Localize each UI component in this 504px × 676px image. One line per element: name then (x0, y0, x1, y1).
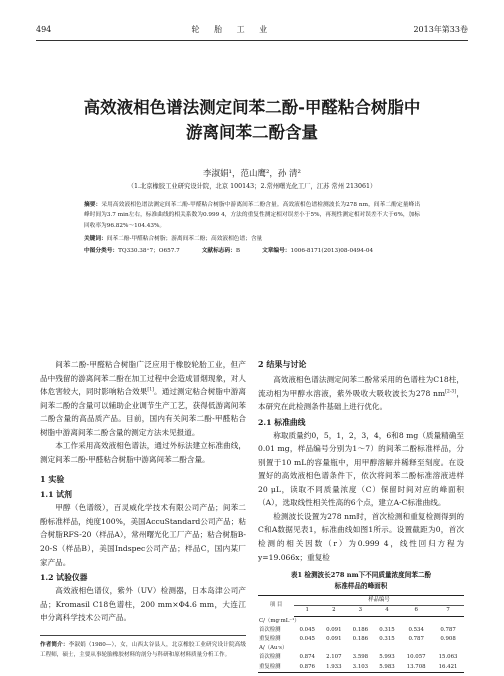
results-paragraph: 高效液相色谱法测定间苯二酚常采用的色谱柱为C18柱，流动相为甲醇水溶液，紫外吸收大吸收波长为278 nm[2-3]，本研究在此检测条件基础上进行优化。 (258, 375, 465, 412)
subsection-heading-reagents: 1.1 试剂 (40, 490, 72, 500)
table-header-sample-id: 4 (374, 606, 401, 616)
table-cell: 2.107 (326, 654, 342, 661)
table-caption: 表1 检测波长278 nm下不同质量浓度间苯二酚 标准样品的峰面积 (290, 571, 432, 591)
issue-info: 2013年第33卷 (413, 24, 468, 34)
table-row-label: A/（Au·s） (259, 645, 288, 652)
right-column (258, 358, 464, 673)
table-header-sample-id: 2 (321, 606, 348, 616)
standard-curve-paragraph-1: 称取质量约0，5，1，2，3，4，6和8 mg（质量精确至0.01 mg，样品编号分别为1～7）的间苯二酚标准样品，分别置于10 mL的容量瓶中，用甲醇溶解并稀释至刻度。在设置好的高效液相色谱条件下，依次将间苯二酚标准溶液进样20 μL，读取不同质量浓度（C）保留时间对应的峰面积（A），选取线性相关性高的6个点，建立A-C标准曲线。 (258, 430, 464, 508)
citation-ref: [2-3] (445, 389, 457, 395)
table-cell: 0.787 (408, 635, 424, 642)
intro-paragraph-2: 本工作采用高效液相色谱法，通过外标法建立标准曲线，测定间苯二酚-甲醛粘合树脂中游离间苯二酚含量。 (40, 441, 246, 464)
table-header-sample-group: 样品编号 (294, 596, 464, 606)
table-row (258, 644, 464, 653)
table-cell: 0.091 (326, 635, 342, 642)
instruments-paragraph: 高效液相色谱仪，紫外（UV）检测器，日本岛津公司产品；Kromasil C18色谱柱，200 mm×Φ4.6 mm，大连江申分离科学技术公司产品。 (40, 586, 246, 623)
author-footnote: 作者简介：李淑娟（1980—），女，山西太谷县人，北京橡胶工业研究设计院高级工程师，硕士，主要从事轮胎橡胶材料的剖分与科研和原材料质量分析工作。 (40, 635, 246, 660)
article-number: 文章编号：1006-8171(2013)08-0494-04 (262, 247, 374, 254)
standard-curve-paragraph-2: 检测波长设置为278 nm时，首次检测和重复检测得到的C和A数据见表1，标准曲线如图1所示。设置截距为0，首次检测的相关因数（r）为0.999 4，线性回归方程为y=19.066x；重复检 (258, 511, 464, 562)
title-line-1: 高效液相色谱法测定间苯二酚-甲醛粘合树脂中 (83, 98, 421, 117)
table-header-project: 项 目 (258, 596, 294, 616)
table-cell: 10.057 (406, 654, 426, 661)
table-cell: 0.045 (299, 626, 315, 633)
table-row: 重复检测 0.876 1.933 3.103 5.983 13.708 16.421 (258, 663, 464, 673)
table-row (258, 616, 464, 626)
table-cell: 5.993 (379, 654, 395, 661)
table-row: 首次检测 0.045 0.091 0.186 0.315 0.534 0.787 (258, 626, 464, 635)
table-cell: 0.908 (440, 635, 456, 642)
page-number: 494 (36, 24, 52, 34)
keywords: 关键词：间苯二酚-甲醛粘合树脂；游离间苯二酚；高效液相色谱；含量 (84, 236, 263, 243)
intro-paragraph-1: 间苯二酚-甲醛粘合树脂广泛应用于橡胶轮胎工业，但产品中残留的游离间苯二酚在加工过程中会造成冒烟现象，对人体危害较大，同时影响粘合效果[1]。通过测定粘合树脂中游离间苯二酚的含量可以辅助企业调节生产工艺，获得低游离间苯二酚含量的高品质产品。目前，国内有关间苯二酚-甲醛粘合树脂中游离间苯二酚含量的测定方法未见报道。 (40, 360, 247, 437)
left-column (40, 358, 246, 660)
paper-title (40, 95, 464, 145)
abstract-text: 摘要：采用高效液相色谱法测定间苯二酚-甲醛粘合树脂中游离间苯二酚含量。高效液相色谱检测波长为278 nm，间苯二酚定量峰出峰时间为3.7 min左右，标准曲线的相关系数为0.999 4，方法的重复性测定相对误差小于5%，再现性测定相对误差不大于6%，加标回收率为96.82%～104.43%。 (84, 202, 421, 229)
table-cell: 13.708 (400, 663, 432, 673)
table-cell: 0.091 (326, 626, 342, 633)
author-list: 李淑娟¹，范山鹰²，孙 清² (203, 169, 301, 179)
table-cell: 1.933 (321, 663, 348, 673)
table-cell: 0.186 (352, 626, 369, 633)
affiliation: （1.北京橡胶工业研究设计院，北京 100143；2.常州曙光化工厂，江苏 常州 213061） (127, 183, 377, 190)
classification-line (84, 246, 420, 256)
abstract-block (84, 200, 420, 256)
subsection-heading-instruments: 1.2 试验仪器 (40, 573, 88, 583)
section-heading-results: 2 结果与讨论 (258, 359, 307, 369)
table-cell: 0.315 (379, 635, 395, 642)
table-cell: 16.421 (432, 663, 464, 673)
peak-area-table (258, 595, 464, 673)
reagents-paragraph: 甲醇（色谱级），百灵威化学技术有限公司产品；间苯二酚标准样品，纯度100%，美国AccuStandard公司产品；粘合树脂RFS-20（样品A），常州曙光化工厂产品；粘合树脂B-20-S（样品B），美国Indspec公司产品；样品C，国内某厂家产品。 (40, 503, 246, 567)
journal-name: 轮 胎 工 业 (191, 24, 274, 34)
section-heading-experiment: 1 实验 (40, 474, 65, 485)
table-cell: 0.534 (408, 626, 424, 633)
table-header-sample-id: 6 (400, 606, 432, 616)
clc-number: 中图分类号：TQ330.38⁺7；O657.7 (84, 247, 180, 254)
table-row: 重复检测 0.045 0.091 0.186 0.315 0.787 0.908 (258, 635, 464, 644)
document-code: 文献标志码：B (201, 247, 241, 254)
citation-ref: [1] (147, 387, 154, 393)
table-cell: 15.063 (438, 654, 458, 661)
table-cell: 0.876 (294, 663, 321, 673)
table-row: 首次检测 0.874 2.107 3.598 5.993 10.057 15.063 (258, 653, 464, 662)
table-header-sample-id: 3 (347, 606, 374, 616)
table-cell: 5.983 (374, 663, 401, 673)
table-cell: 0.045 (299, 635, 315, 642)
header-rule (36, 40, 468, 41)
table-cell: 0.874 (299, 654, 315, 661)
table-row-label: C/（mg·mL⁻¹） (259, 617, 300, 624)
table-cell: 3.103 (347, 663, 374, 673)
running-head (36, 22, 468, 36)
subsection-heading-standard-curve: 2.1 标准曲线 (258, 417, 306, 427)
table-header-sample-id: 7 (432, 606, 464, 616)
table-header-sample-id: 1 (294, 606, 321, 616)
table-cell: 0.186 (352, 635, 369, 642)
table-cell: 3.598 (352, 654, 369, 661)
table-cell: 0.315 (379, 626, 395, 633)
table-cell: 0.787 (440, 626, 456, 633)
title-line-2: 游离间苯二酚含量 (186, 123, 318, 142)
